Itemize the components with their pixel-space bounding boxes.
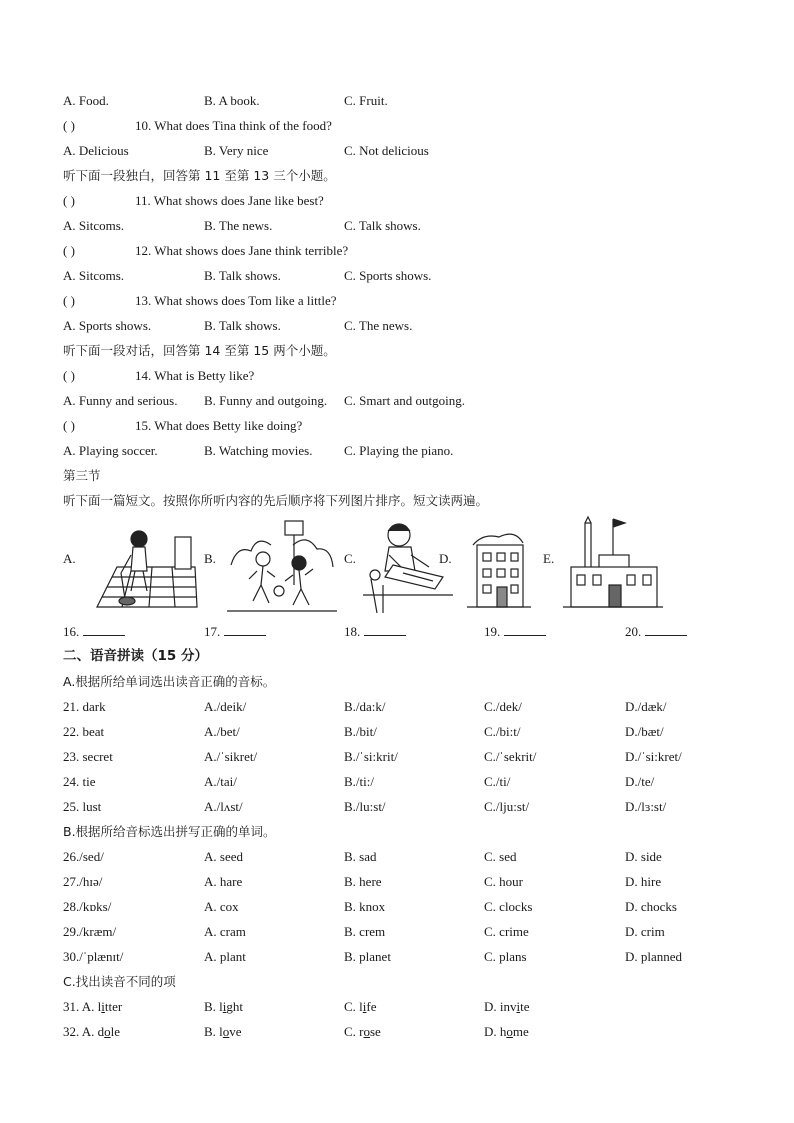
answer-option: D./lɜ:st/ (625, 799, 667, 814)
question-stem: 28./kɒks/ (63, 899, 112, 914)
answer-option: B. planet (344, 949, 391, 964)
question-stem: 26./sed/ (63, 849, 104, 864)
q10-options (63, 138, 743, 163)
answer-paren[interactable]: ( ) (63, 243, 75, 258)
question-32 (63, 1019, 743, 1044)
q13-option-a: A. Sports shows. (63, 318, 152, 333)
question-stem: 25. lust (63, 799, 102, 814)
answer-blank-16[interactable] (83, 621, 125, 636)
question-12 (63, 238, 743, 263)
q10-option-a: A. Delicious (63, 143, 129, 158)
phonetic-question-row (63, 769, 743, 794)
answer-option: C. plans (484, 949, 527, 964)
question-text: 12. What shows does Jane think terrible? (135, 243, 349, 258)
hospital-picture (563, 515, 663, 615)
answer-option: D. chocks (625, 899, 677, 914)
q15-options (63, 438, 743, 463)
question-stem: 24. tie (63, 774, 96, 789)
spelling-question-row (63, 894, 743, 919)
answer-paren[interactable]: ( ) (63, 368, 75, 383)
q32-option-d: D. home (484, 1024, 529, 1039)
answer-option: A. hare (204, 874, 243, 889)
answer-blank-20[interactable] (645, 621, 687, 636)
phonetic-question-row (63, 719, 743, 744)
answer-option: B. sad (344, 849, 377, 864)
answer-option: D. planned (625, 949, 683, 964)
blank-label: 16. (63, 624, 80, 639)
section-3-title: 第三节 (63, 468, 101, 483)
q13-option-b: B. Talk shows. (204, 318, 281, 333)
q14-option-a: A. Funny and serious. (63, 393, 178, 408)
basketball-picture (227, 515, 337, 615)
question-text: 11. What shows does Jane like best? (135, 193, 324, 208)
q12-option-a: A. Sitcoms. (63, 268, 125, 283)
building-picture (463, 515, 535, 615)
question-stem: 30./ˈplænɪt/ (63, 949, 124, 964)
answer-option: B. knox (344, 899, 386, 914)
question-text: 10. What does Tina think of the food? (135, 118, 332, 133)
answer-option: C./bi:t/ (484, 724, 521, 739)
answer-option: A. plant (204, 949, 246, 964)
answer-blanks (63, 619, 743, 644)
answer-paren[interactable]: ( ) (63, 418, 75, 433)
part-b-instruction: B.根据所给音标选出拼写正确的单词。 (63, 824, 276, 839)
phonetic-question-row (63, 794, 743, 819)
pic-label-a: A. (63, 551, 76, 566)
part-2-title: 二、语音拼读（15 分） (63, 648, 208, 664)
q14-options (63, 388, 743, 413)
q31-option-a: 31. A. litter (63, 999, 123, 1014)
q12-option-b: B. Talk shows. (204, 268, 281, 283)
answer-option: B./ˈsi:krit/ (344, 749, 398, 764)
phonetic-question-row (63, 694, 743, 719)
q11-option-b: B. The news. (204, 218, 273, 233)
answer-option: A./ˈsikret/ (204, 749, 258, 764)
question-stem: 23. secret (63, 749, 113, 764)
answer-option: B. crem (344, 924, 386, 939)
q14-option-c: C. Smart and outgoing. (344, 393, 465, 408)
question-15 (63, 413, 743, 438)
question-10 (63, 113, 743, 138)
question-text: 13. What shows does Tom like a little? (135, 293, 337, 308)
answer-option: C./dek/ (484, 699, 522, 714)
q12-options (63, 263, 743, 288)
answer-option: A./bet/ (204, 724, 240, 739)
question-text: 14. What is Betty like? (135, 368, 255, 383)
q9-options (63, 88, 743, 113)
answer-option: A. seed (204, 849, 243, 864)
answer-paren[interactable]: ( ) (63, 193, 75, 208)
answer-option: D./bæt/ (625, 724, 664, 739)
answer-option: A. cram (204, 924, 246, 939)
pic-label-c: C. (344, 551, 356, 566)
question-stem: 27./hɪə/ (63, 874, 103, 889)
q31-option-d: D. invite (484, 999, 530, 1014)
section-3-instruction: 听下面一篇短文。按照你所听内容的先后顺序将下列图片排序。短文读两遍。 (63, 493, 489, 508)
answer-option: C. crime (484, 924, 529, 939)
answer-blank-17[interactable] (224, 621, 266, 636)
part-b-table (63, 844, 743, 969)
question-text: 15. What does Betty like doing? (135, 418, 303, 433)
answer-option: B./bit/ (344, 724, 377, 739)
instruction-14-15: 听下面一段对话，回答第 14 至第 15 两个小题。 (63, 343, 336, 358)
question-11 (63, 188, 743, 213)
blank-label: 18. (344, 624, 361, 639)
question-stem: 29./kræm/ (63, 924, 117, 939)
answer-option: B./da:k/ (344, 699, 386, 714)
answer-option: D./ˈsi:kret/ (625, 749, 682, 764)
answer-paren[interactable]: ( ) (63, 118, 75, 133)
question-13 (63, 288, 743, 313)
answer-option: A./tai/ (204, 774, 237, 789)
q13-option-c: C. The news. (344, 318, 413, 333)
q11-option-c: C. Talk shows. (344, 218, 421, 233)
part-a-table (63, 694, 743, 819)
answer-option: D./dæk/ (625, 699, 667, 714)
q31-option-b: B. light (204, 999, 244, 1014)
q31-option-c: C. life (344, 999, 377, 1014)
q32-option-c: C. rose (344, 1024, 381, 1039)
question-stem: 22. beat (63, 724, 105, 739)
q11-options (63, 213, 743, 238)
answer-option: B./lu:st/ (344, 799, 386, 814)
answer-paren[interactable]: ( ) (63, 293, 75, 308)
pic-label-d: D. (439, 551, 452, 566)
phonetic-question-row (63, 744, 743, 769)
question-stem: 21. dark (63, 699, 106, 714)
q12-option-c: C. Sports shows. (344, 268, 432, 283)
spelling-question-row (63, 844, 743, 869)
part-c-instruction: C.找出读音不同的项 (63, 974, 176, 989)
answer-option: D. crim (625, 924, 665, 939)
answer-option: B. here (344, 874, 382, 889)
answer-option: B./ti:/ (344, 774, 374, 789)
q15-option-b: B. Watching movies. (204, 443, 313, 458)
question-14 (63, 363, 743, 388)
answer-option: C. clocks (484, 899, 533, 914)
q9-option-c: C. Fruit. (344, 93, 388, 108)
q15-option-c: C. Playing the piano. (344, 443, 454, 458)
q9-option-b: B. A book. (204, 93, 260, 108)
answer-option: C./lju:st/ (484, 799, 530, 814)
q15-option-a: A. Playing soccer. (63, 443, 158, 458)
answer-option: D. side (625, 849, 662, 864)
q32-option-b: B. love (204, 1024, 242, 1039)
answer-option: C. hour (484, 874, 523, 889)
pic-label-e: E. (543, 551, 555, 566)
picture-row (63, 515, 743, 619)
q11-option-a: A. Sitcoms. (63, 218, 125, 233)
spelling-question-row (63, 944, 743, 969)
q10-option-c: C. Not delicious (344, 143, 429, 158)
answer-option: C./ti/ (484, 774, 511, 789)
blank-label: 17. (204, 624, 221, 639)
answer-blank-19[interactable] (504, 621, 546, 636)
q13-options (63, 313, 743, 338)
answer-option: A./lʌst/ (204, 799, 243, 814)
sweeping-floor-picture (87, 515, 205, 615)
pic-label-b: B. (204, 551, 216, 566)
blank-label: 19. (484, 624, 501, 639)
answer-option: C./ˈsekrit/ (484, 749, 537, 764)
q32-option-a: 32. A. dole (63, 1024, 121, 1039)
instruction-11-13: 听下面一段独白，回答第 11 至第 13 三个小题。 (63, 168, 336, 183)
spelling-question-row (63, 919, 743, 944)
spelling-question-row (63, 869, 743, 894)
q10-option-b: B. Very nice (204, 143, 269, 158)
answer-blank-18[interactable] (364, 621, 406, 636)
answer-option: A./deik/ (204, 699, 247, 714)
part-a-instruction: A.根据所给单词选出读音正确的音标。 (63, 674, 276, 689)
question-31 (63, 994, 743, 1019)
exam-page (63, 88, 743, 1044)
answer-option: D./te/ (625, 774, 655, 789)
q9-option-a: A. Food. (63, 93, 109, 108)
q14-option-b: B. Funny and outgoing. (204, 393, 328, 408)
answer-option: D. hire (625, 874, 662, 889)
answer-option: A. cox (204, 899, 239, 914)
blank-label: 20. (625, 624, 642, 639)
answer-option: C. sed (484, 849, 517, 864)
